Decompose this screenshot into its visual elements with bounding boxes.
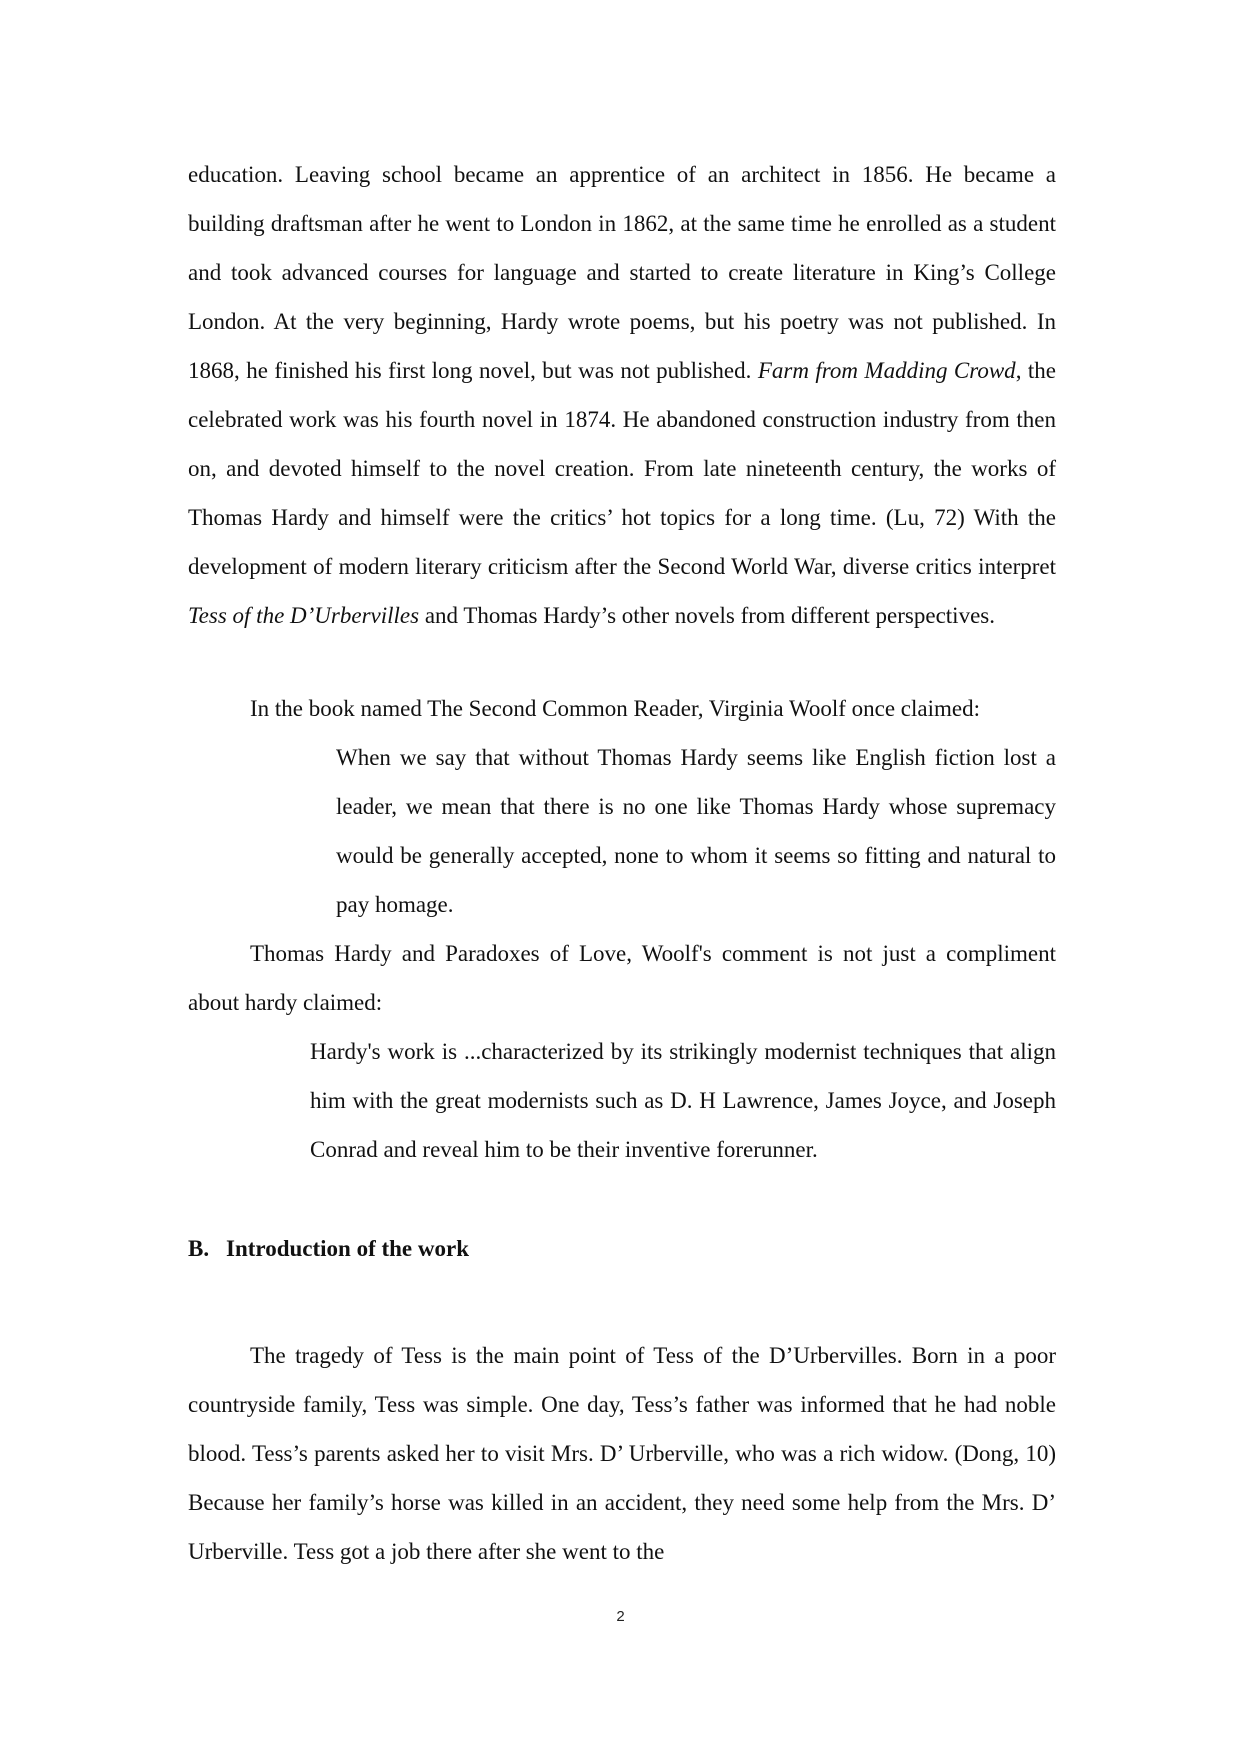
italic-title-tess-of-the-durbervilles: Tess of the D’Urbervilles: [188, 603, 420, 628]
italic-title-farm-from-madding-crowd: Farm from Madding Crowd: [757, 358, 1016, 383]
page-number: 2: [616, 1608, 625, 1625]
paragraph-4-text: The tragedy of Tess is the main point of Tess of the D’Urbervilles. Born in a poor countryside family, Tess was simple. One day, Tess’s father was informed that he had noble blood. Tess’s parents asked her to visit Mrs. D’ Urberville, who was a rich widow. (Dong, 10) Because her family’s horse was killed in an accident, they need some help from the Mrs. D’ Urberville. Tess got a job there after she went to the: [188, 1343, 1056, 1564]
body-paragraph-3: [188, 929, 1056, 1027]
section-heading: [188, 1233, 469, 1265]
paragraph-1-text-c: and Thomas Hardy’s other novels from different perspectives.: [419, 603, 995, 628]
paragraph-1-text-a: education. Leaving school became an apprentice of an architect in 1856. He became a building draftsman after he went to London in 1862, at the same time he enrolled as a student and took advanced courses for language and started to create literature in King’s College London. At the very beginning, Hardy wrote poems, but his poetry was not published. In 1868, he finished his first long novel, but was not published.: [188, 162, 1056, 383]
block-quote-2-text: Hardy's work is ...characterized by its strikingly modernist techniques that align him with the great modernists such as D. H Lawrence, James Joyce, and Joseph Conrad and reveal him to be their inventive forerunner.: [310, 1039, 1056, 1162]
body-paragraph-2: [188, 684, 1056, 733]
block-quote-1-text: When we say that without Thomas Hardy seems like English fiction lost a leader, we mean that there is no one like Thomas Hardy whose supremacy would be generally accepted, none to whom it seems so fitting and natural to pay homage.: [336, 745, 1056, 917]
body-paragraph-1: [188, 150, 1056, 640]
section-heading-title: Introduction of the work: [226, 1236, 470, 1261]
paragraph-3-text: Thomas Hardy and Paradoxes of Love, Woolf's comment is not just a compliment about hardy claimed:: [188, 941, 1056, 1015]
section-heading-letter: B.: [188, 1236, 210, 1261]
paragraph-1-text-b: , the celebrated work was his fourth novel in 1874. He abandoned construction industry from then on, and devoted himself to the novel creation. From late nineteenth century, the works of Thomas Hardy and himself were the critics’ hot topics for a long time. (Lu, 72) With the development of modern literary criticism after the Second World War, diverse critics interpret: [188, 358, 1056, 579]
block-quote-2: [310, 1027, 1056, 1174]
body-paragraph-4: [188, 1331, 1056, 1576]
block-quote-1: [336, 733, 1056, 929]
paragraph-2-text: In the book named The Second Common Reader, Virginia Woolf once claimed:: [250, 696, 980, 721]
